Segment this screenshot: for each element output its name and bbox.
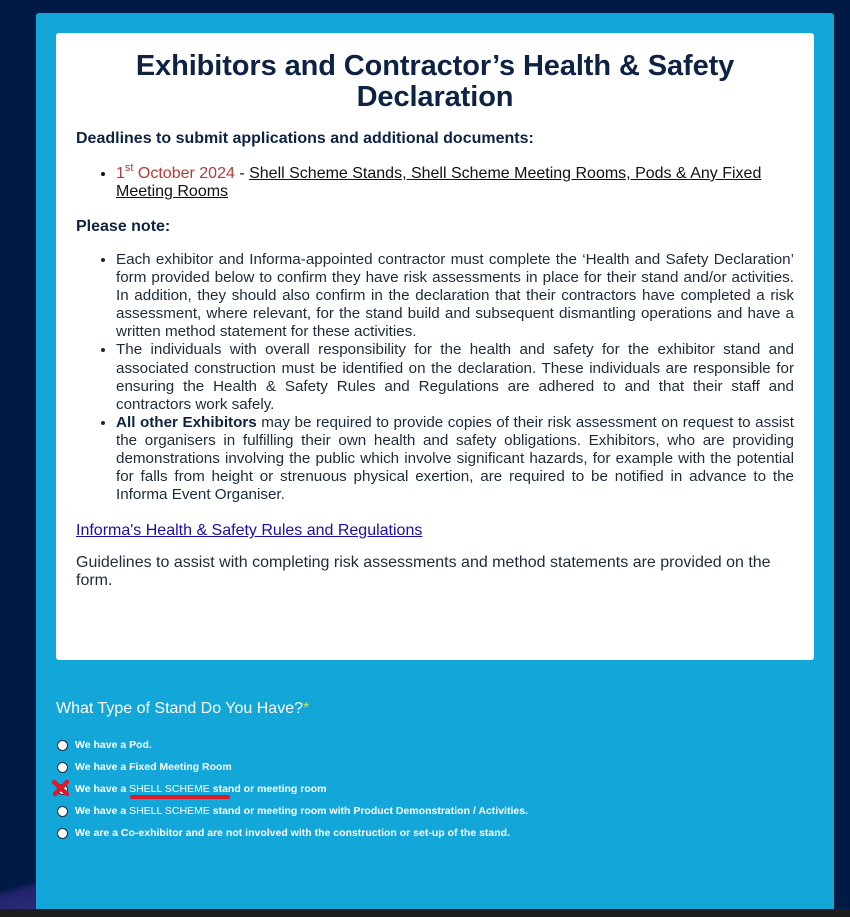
deadline-day: 1 bbox=[116, 165, 125, 182]
option-text: We have a bbox=[75, 805, 130, 817]
note-bold: All other Exhibitors bbox=[116, 413, 257, 431]
radio-button[interactable] bbox=[57, 828, 68, 839]
background-wave bbox=[0, 880, 36, 910]
option-text-plain: SHELL SCHEME bbox=[129, 783, 210, 795]
option-label bbox=[75, 805, 528, 817]
stand-type-options bbox=[57, 734, 528, 844]
deadlines-list bbox=[76, 162, 794, 201]
info-card bbox=[56, 33, 814, 660]
bottom-bar bbox=[0, 909, 850, 917]
notes-list bbox=[76, 251, 794, 504]
deadline-date bbox=[116, 162, 235, 182]
option-text: We are a Co-exhibitor and are not involved with the construction or set-up of the stand. bbox=[75, 827, 511, 839]
stand-type-question bbox=[56, 700, 309, 718]
option-shell-scheme[interactable] bbox=[57, 778, 528, 800]
option-co-exhibitor[interactable] bbox=[57, 822, 528, 844]
deadline-month-year: October 2024 bbox=[133, 165, 235, 182]
note-text: Each exhibitor and Informa-appointed contractor must complete the ‘Health and Safety Declaration’ form provided below to confirm they have risk assessments in place for their stand and/or activities. In addition, they should also confirm in the declaration that their contractors have completed a risk assessment, where relevant, for the stand build and subsequent dismantling operations and have a written method statement for these activities. bbox=[116, 251, 794, 341]
form-panel bbox=[36, 13, 834, 909]
option-label bbox=[75, 783, 327, 795]
required-marker: * bbox=[302, 700, 310, 717]
deadline-day-suffix: st bbox=[124, 162, 134, 174]
note-text: The individuals with overall responsibility for the health and safety for the exhibitor stand and associated construction must be identified on the declaration. These individuals are responsible for ensuring the Health & Safety Rules and Regulations are adhered to and that their staff and contractors work safely. bbox=[116, 341, 794, 413]
radio-button[interactable] bbox=[57, 740, 68, 751]
guidelines-text: Guidelines to assist with completing risk assessments and method statements are provided on the form. bbox=[76, 554, 771, 590]
note-item bbox=[116, 251, 794, 341]
note-item bbox=[116, 341, 794, 413]
option-label bbox=[75, 739, 152, 751]
deadline-separator: - bbox=[234, 165, 250, 182]
note-item bbox=[116, 414, 794, 504]
red-x-annotation-icon bbox=[51, 779, 71, 797]
deadlines-heading: Deadlines to submit applications and additional documents: bbox=[76, 130, 534, 147]
radio-button[interactable] bbox=[57, 762, 68, 773]
option-text-plain: SHELL SCHEME bbox=[129, 805, 210, 817]
note-text: may be required to provide copies of their risk assessment on request to assist the organisers in fulfilling their own health and safety obligations. Exhibitors, who are providing demonstrations involving the public which involve significant hazards, for example with the potential for falls from height or strenuous physical exertion, are required to be notified in advance to the Informa Event Organiser. bbox=[116, 413, 794, 504]
option-text-post: stand or meeting room bbox=[209, 783, 327, 795]
option-text: We have a bbox=[75, 783, 130, 795]
question-label: What Type of Stand Do You Have? bbox=[56, 700, 303, 717]
note-heading: Please note: bbox=[76, 218, 171, 235]
deadline-link[interactable]: Shell Scheme Stands, Shell Scheme Meeting Rooms, Pods & Any Fixed Meeting Rooms bbox=[116, 165, 762, 200]
deadline-item bbox=[116, 162, 794, 201]
page-title: Exhibitors and Contractor’s Health & Safety Declaration bbox=[135, 50, 735, 113]
option-text: We have a Fixed Meeting Room bbox=[75, 761, 232, 773]
radio-button[interactable] bbox=[57, 806, 68, 817]
option-label bbox=[75, 761, 232, 773]
option-text: We have a Pod. bbox=[75, 739, 152, 751]
option-label bbox=[75, 827, 510, 839]
red-underline-annotation bbox=[130, 795, 230, 799]
option-text-post: stand or meeting room with Product Demonstration / Activities. bbox=[209, 805, 528, 817]
option-fixed-meeting-room[interactable] bbox=[57, 756, 528, 778]
option-shell-scheme-demo[interactable] bbox=[57, 800, 528, 822]
option-pod[interactable] bbox=[57, 734, 528, 756]
rules-link[interactable]: Informa's Health & Safety Rules and Regulations bbox=[76, 522, 423, 540]
